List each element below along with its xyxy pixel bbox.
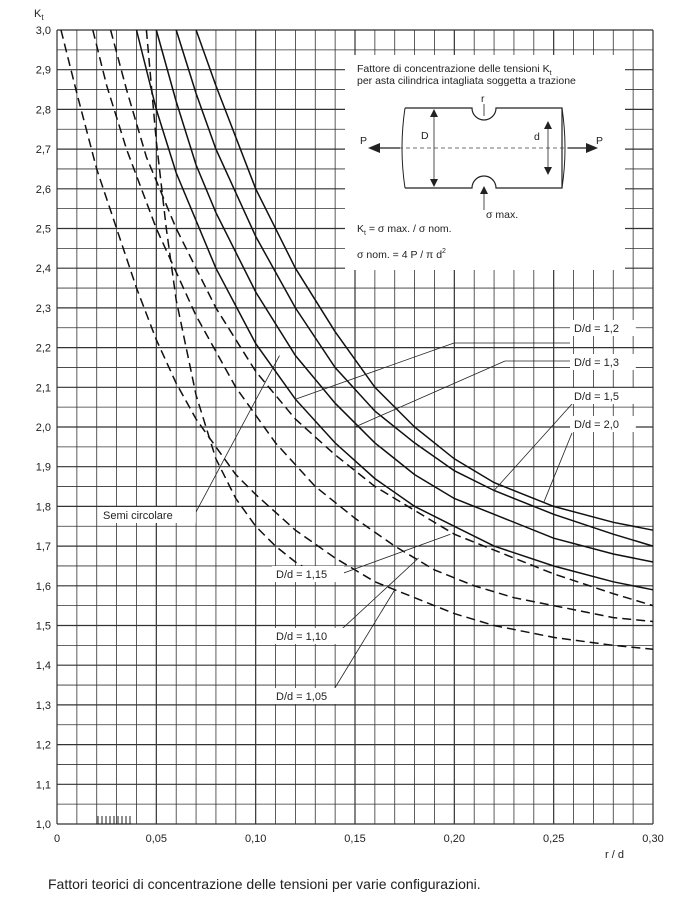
x-tick-label: 0 — [53, 833, 61, 845]
x-tick-label: 0,10 — [244, 833, 267, 845]
y-tick-label: 1,3 — [35, 699, 51, 712]
series-line — [146, 30, 315, 574]
y-tick-label: 2,6 — [35, 183, 51, 196]
radius-label: r — [481, 93, 485, 105]
y-tick-label: 1,5 — [35, 620, 51, 633]
y-tick-label: 1,0 — [35, 819, 51, 831]
annotation-label: D/d = 1,10 — [276, 631, 328, 643]
y-axis-label: $K_t$ — [34, 8, 44, 22]
dimension-D-label: D — [421, 130, 429, 142]
y-tick-label: 2,1 — [35, 382, 51, 395]
y-tick-label: 2,5 — [35, 223, 51, 236]
annotation-label: D/d = 1,3 — [574, 357, 619, 369]
y-tick-label: 2,8 — [35, 104, 51, 117]
y-tick-label: 1,6 — [35, 580, 51, 593]
annotation-label: D/d = 2,0 — [574, 419, 619, 431]
formula-kt: $K_t = \sigma$ max. / σ nom. — [357, 223, 452, 237]
y-tick-label: 2,3 — [35, 302, 51, 315]
inset-background — [345, 55, 625, 270]
figure-caption: Fattori teorici di concentrazione delle tensioni per varie configurazioni. — [48, 876, 481, 892]
y-tick-label: 1,1 — [35, 779, 51, 792]
dimension-d-label: d — [534, 131, 540, 143]
annotation-label: Semi circolare — [103, 510, 173, 522]
y-tick-label: 1,9 — [35, 461, 51, 474]
inset-diagram — [345, 55, 625, 270]
y-tick-label: 2,4 — [35, 263, 51, 276]
annotation-leader — [330, 534, 450, 578]
inset-title-line1: Fattore di concentrazione delle tensioni $K_t$ — [357, 63, 552, 77]
annotation-label: D/d = 1,15 — [276, 569, 328, 581]
y-tick-label: 1,2 — [35, 739, 51, 752]
annotation-leader — [494, 404, 572, 491]
inset-title-line2: per asta cilindrica intagliata soggetta a trazione — [357, 75, 576, 87]
formula-sigma-nom: σ nom. = 4 P / π $d^2$ — [357, 248, 446, 261]
sigma-max-label: σ max. — [486, 209, 519, 221]
x-axis-label: r / d — [605, 849, 624, 861]
y-tick-label: 1,8 — [35, 501, 51, 514]
y-tick-label: 3,0 — [35, 25, 51, 37]
x-tick-label: 0,25 — [542, 833, 565, 845]
force-right-label: P — [596, 135, 604, 147]
y-tick-label: 2,9 — [35, 64, 51, 77]
x-tick-label: 0,30 — [642, 833, 664, 845]
y-tick-label: 2,7 — [35, 144, 51, 157]
annotation-leader — [544, 433, 572, 502]
y-tick-label: 2,0 — [35, 422, 51, 434]
y-tick-label: 2,2 — [35, 342, 51, 355]
annotation-label: D/d = 1,2 — [574, 323, 619, 335]
annotation-label: D/d = 1,05 — [276, 691, 328, 703]
x-tick-label: 0,20 — [443, 833, 466, 845]
y-tick-label: 1,4 — [35, 660, 51, 673]
x-tick-label: 0,15 — [344, 833, 366, 845]
origin-hatch — [96, 816, 132, 824]
y-tick-label: 1,7 — [35, 541, 51, 554]
x-tick-label: 0,05 — [145, 833, 168, 845]
annotation-leader — [355, 361, 505, 427]
annotation-label: D/d = 1,5 — [574, 391, 619, 403]
force-left-label: P — [360, 135, 368, 147]
